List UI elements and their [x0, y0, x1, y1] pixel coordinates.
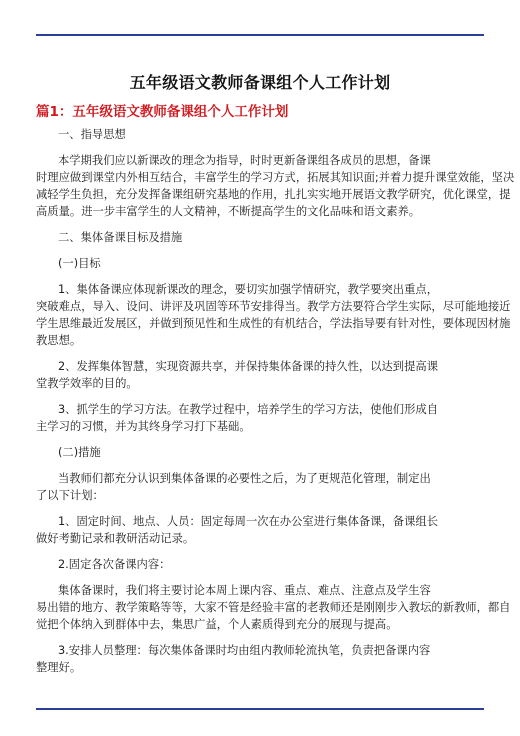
paragraph	[36, 281, 511, 349]
paragraph	[36, 642, 486, 676]
header-rule	[36, 34, 484, 36]
section-heading: 一、指导思想	[58, 128, 126, 141]
paragraph	[36, 470, 486, 504]
footer-rule	[36, 708, 484, 710]
paragraph-line: 时理应做到课堂内外相互结合，丰富学生的学习方式，拓展其知识面;并着力提升课堂效能，坚决	[36, 171, 515, 184]
paragraph-line: 易出错的地方、教学策略等等，大家不管是经验丰富的老教师还是刚刚步入教坛的新教师，都自	[36, 601, 511, 614]
paragraph-line: 做好考勤记录和教研活动记录。	[36, 532, 195, 545]
paragraph-line: 本学期我们应以新课改的理念为指导，时时更新备课组各成员的思想，备课	[58, 154, 431, 167]
document-body	[36, 126, 515, 676]
paragraph	[36, 401, 486, 435]
paragraph-line: 集体备课时，我们将主要讨论本周上课内容、重点、难点、注意点及学生容	[58, 584, 431, 597]
subsection-heading: 2.固定各次备课内容：	[58, 558, 171, 571]
paragraph-line: 1、固定时间、地点、人员：固定每周一次在办公室进行集体备课，备课组长	[58, 515, 438, 528]
paragraph	[36, 582, 511, 633]
paragraph-line: 了以下计划：	[36, 489, 104, 502]
subsection-heading: (二)措施	[58, 446, 101, 459]
paragraph-line: 2、发挥集体智慧，实现资源共享，并保持集体备课的持久性，以达到提高课	[58, 360, 438, 373]
paragraph-line: 觉把个体纳入到群体中去，集思广益，个人素质得到充分的展现与提高。	[36, 618, 398, 631]
paragraph-line: 高质量。进一步丰富学生的人文精神，不断提高学生的文化品味和语文素养。	[36, 205, 421, 218]
paragraph-line: 3.安排人员整理：每次集体备课时均由组内教师轮流执笔，负责把备课内容	[58, 644, 431, 657]
paragraph-line: 整理好。	[36, 661, 82, 674]
paragraph-line: 当教师们都充分认识到集体备课的必要性之后，为了更规范化管理，制定出	[58, 472, 431, 485]
chapter-heading: 篇1：五年级语文教师备课组个人工作计划	[36, 104, 289, 120]
paragraph-line: 突破难点，导入、设问、讲评及巩固等环节安排得当。教学方法要符合学生实际，尽可能地接近	[36, 300, 511, 313]
subsection-heading: (一)目标	[58, 257, 101, 270]
section-heading: 二、集体备课目标及措施	[58, 231, 183, 244]
paragraph-line: 堂教学效率的目的。	[36, 377, 138, 390]
document-title: 五年级语文教师备课组个人工作计划	[129, 73, 391, 92]
paragraph-line: 学生思维最近发展区，并做到预见性和生成性的有机结合，学法指导要有针对性，要体现因材施	[36, 317, 511, 330]
paragraph-line: 3、抓学生的学习方法。在教学过程中，培养学生的学习方法，使他们形成自	[58, 403, 438, 416]
paragraph	[36, 358, 486, 392]
paragraph-line: 1、集体备课应体现新课改的理念，要切实加强学情研究，教学要突出重点，	[58, 283, 438, 296]
paragraph-line: 减轻学生负担，充分发挥备课组研究基地的作用，扎扎实实地开展语文教学研究，优化课堂，提	[36, 188, 511, 201]
paragraph-line: 教思想。	[36, 334, 82, 347]
paragraph-line: 主学习的习惯，并为其终身学习打下基础。	[36, 420, 251, 433]
paragraph	[36, 152, 515, 220]
paragraph	[36, 513, 486, 547]
